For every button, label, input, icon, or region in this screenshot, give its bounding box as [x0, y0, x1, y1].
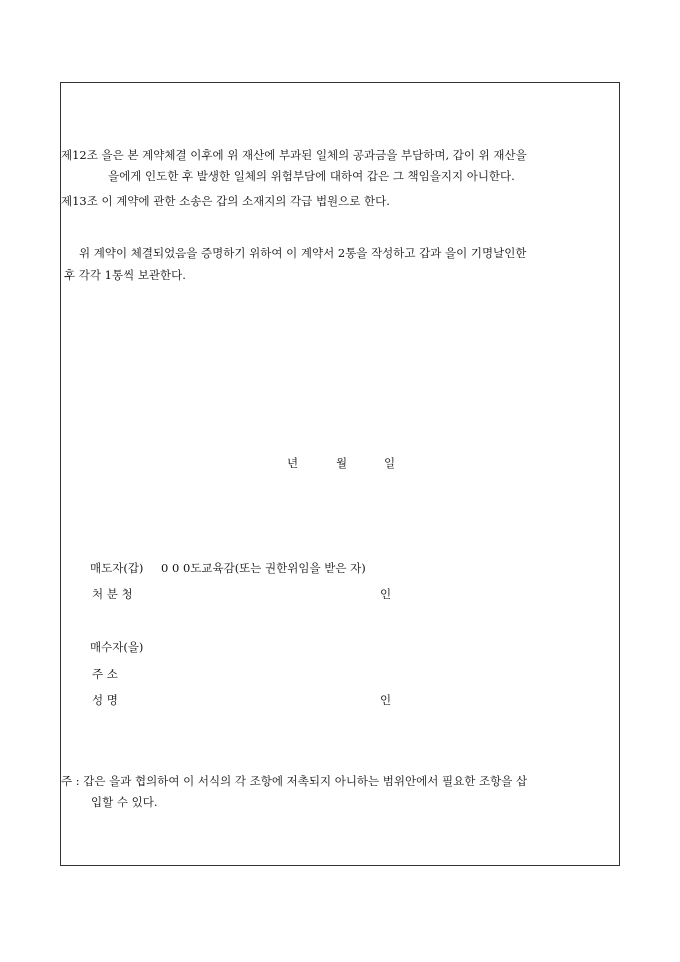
closing-line-2: 후 각각 1통씩 보관한다.: [64, 268, 186, 282]
closing-line-1: 위 계약이 체결되었음을 증명하기 위하여 이 계약서 2통을 작성하고 갑과 을이 기명날인한: [79, 246, 527, 260]
date-day: 일: [384, 456, 396, 470]
article-13: 제13조 이 계약에 관한 소송은 갑의 소재지의 각급 법원으로 한다.: [61, 194, 390, 208]
buyer-name-label: 성 명: [92, 693, 118, 707]
buyer-address-label: 주 소: [92, 667, 118, 681]
date-month: 월: [336, 456, 348, 470]
seller-office-label: 처 분 청: [92, 587, 133, 601]
note-line-1: 주 : 갑은 을과 협의하여 이 서식의 각 조항에 저촉되지 아니하는 범위안에서 필요한 조항을 삽: [61, 774, 528, 788]
seller-name: 0 0 0도교육감(또는 권한위임을 받은 자): [161, 561, 366, 575]
date-line: [0, 455, 680, 471]
buyer-label: 매수자(을): [90, 640, 144, 654]
note-line-2: 입할 수 있다.: [91, 795, 158, 809]
date-year: 년: [287, 456, 299, 470]
seller-seal: 인: [380, 587, 392, 601]
article-12-line-2: 을에게 인도한 후 발생한 일체의 위험부담에 대하여 갑은 그 책임을지지 아니한다.: [108, 169, 515, 183]
buyer-seal: 인: [380, 693, 392, 707]
seller-label: 매도자(갑): [90, 561, 144, 575]
article-12-line-1: 제12조 을은 본 계약체결 이후에 위 재산에 부과된 일체의 공과금을 부담하며, 갑이 위 재산을: [61, 148, 527, 162]
